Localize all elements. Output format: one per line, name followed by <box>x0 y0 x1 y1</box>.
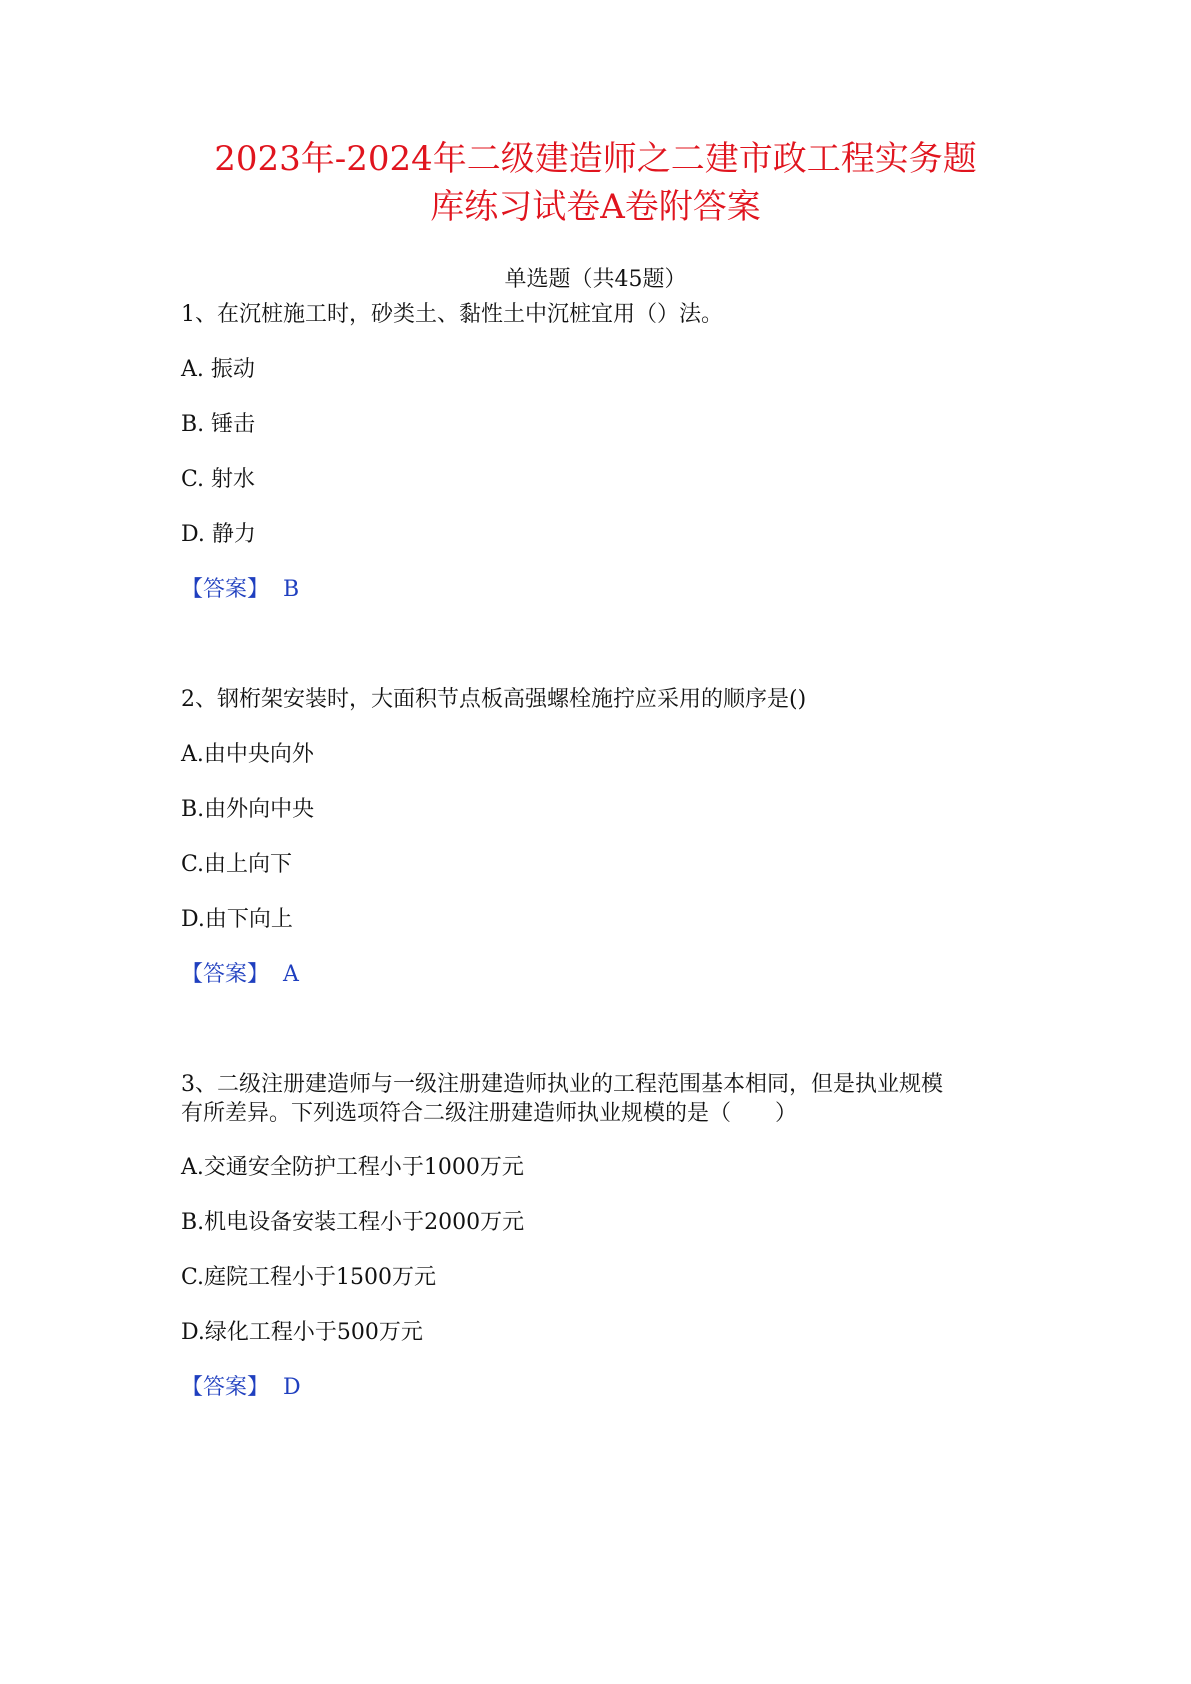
answer-label: 【答案】 <box>181 577 270 602</box>
question-1-option-c: C. 射水 <box>181 467 256 492</box>
question-2-option-b: B.由外向中央 <box>181 797 315 822</box>
answer-value: A <box>283 962 299 987</box>
question-2-stem: 2、钢桁架安装时，大面积节点板高强螺栓施拧应采用的顺序是() <box>181 687 807 712</box>
answer-label: 【答案】 <box>181 1375 270 1400</box>
section-heading: 单选题（共45题） <box>504 267 687 292</box>
answer-value: D <box>283 1375 301 1400</box>
question-3-answer <box>181 1373 301 1403</box>
document-title-line-2: 库练习试卷A卷附答案 <box>430 187 761 227</box>
question-2-option-a: A.由中央向外 <box>181 742 314 767</box>
question-2-option-c: C.由上向下 <box>181 852 293 877</box>
question-1-stem: 1、在沉桩施工时，砂类土、黏性土中沉桩宜用（）法。 <box>181 302 723 327</box>
document-title-line-1: 2023年-2024年二级建造师之二建市政工程实务题 <box>214 139 977 179</box>
answer-label: 【答案】 <box>181 962 270 987</box>
question-3-option-b: B.机电设备安装工程小于2000万元 <box>181 1210 525 1235</box>
question-1-option-a: A. 振动 <box>181 357 255 382</box>
question-2-option-d: D.由下向上 <box>181 907 293 932</box>
question-1-answer <box>181 575 299 605</box>
question-3-option-d: D.绿化工程小于500万元 <box>181 1320 423 1345</box>
answer-value: B <box>283 577 300 602</box>
question-3-stem-line-1: 3、二级注册建造师与一级注册建造师执业的工程范围基本相同，但是执业规模 <box>181 1072 943 1097</box>
question-2-answer <box>181 960 299 990</box>
question-3-option-a: A.交通安全防护工程小于1000万元 <box>181 1155 524 1180</box>
question-1-option-b: B. 锤击 <box>181 412 256 437</box>
question-1-option-d: D. 静力 <box>181 522 256 547</box>
question-3-option-c: C.庭院工程小于1500万元 <box>181 1265 437 1290</box>
question-3-stem-line-2: 有所差异。下列选项符合二级注册建造师执业规模的是（ ） <box>181 1101 798 1126</box>
